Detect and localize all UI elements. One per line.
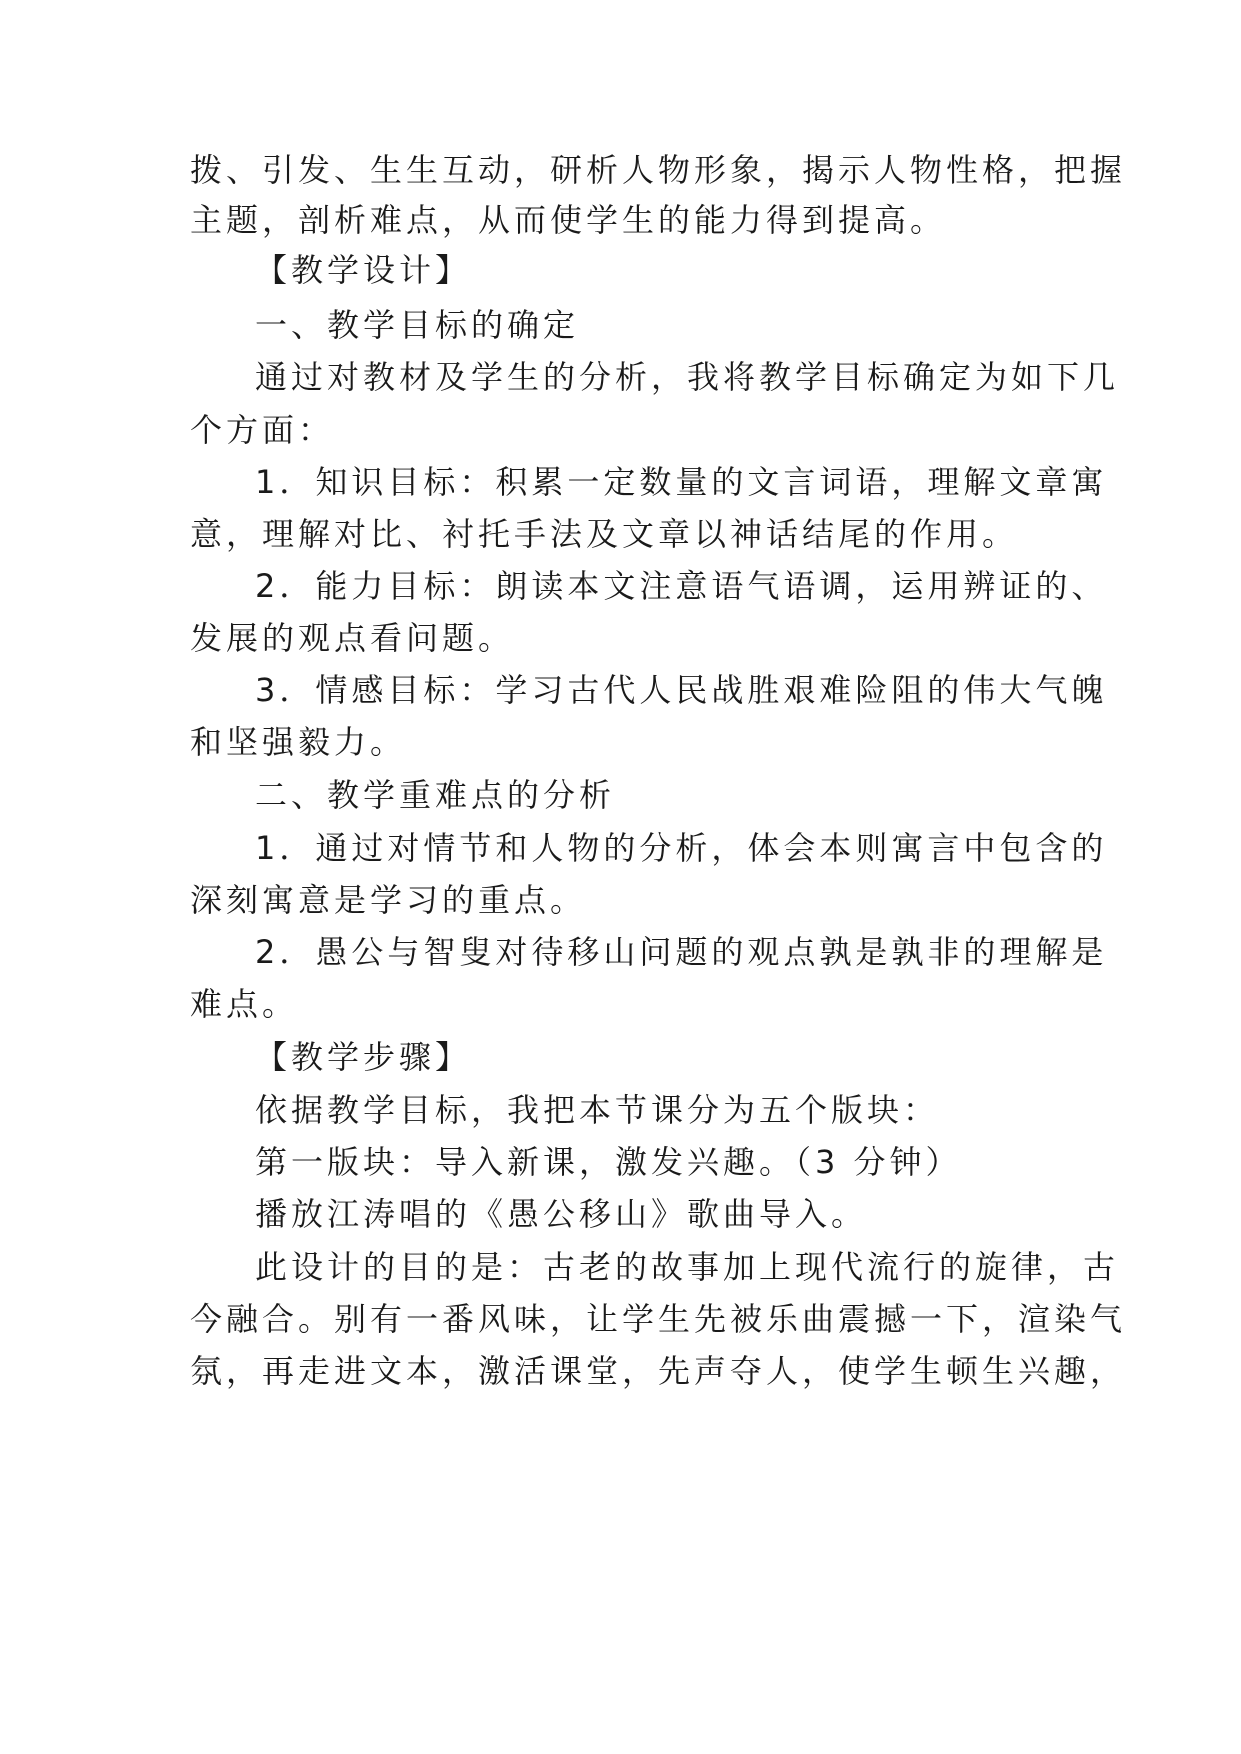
text-line: 发展的观点看问题。 bbox=[190, 619, 515, 657]
subsection-heading: 二、教学重难点的分析 bbox=[255, 776, 616, 814]
text-line: 第一版块：导入新课，激发兴趣。（3 分钟） bbox=[255, 1143, 962, 1181]
text-line: 此设计的目的是：古老的故事加上现代流行的旋律，古 bbox=[255, 1248, 1120, 1286]
list-item: 1．知识目标：积累一定数量的文言词语，理解文章寓 bbox=[255, 463, 1108, 501]
list-item: 1．通过对情节和人物的分析，体会本则寓言中包含的 bbox=[255, 829, 1108, 867]
list-item: 2．能力目标：朗读本文注意语气语调，运用辨证的、 bbox=[255, 567, 1108, 605]
text-line: 难点。 bbox=[190, 985, 299, 1023]
text-line: 拨、引发、生生互动，研析人物形象，揭示人物性格，把握 bbox=[190, 151, 1127, 189]
text-line: 主题，剖析难点，从而使学生的能力得到提高。 bbox=[190, 201, 947, 239]
list-item: 3．情感目标：学习古代人民战胜艰难险阻的伟大气魄 bbox=[255, 671, 1108, 709]
text-line: 意，理解对比、衬托手法及文章以神话结尾的作用。 bbox=[190, 515, 1019, 553]
text-line: 深刻寓意是学习的重点。 bbox=[190, 881, 587, 919]
text-line: 和坚强毅力。 bbox=[190, 723, 407, 761]
list-item: 2．愚公与智叟对待移山问题的观点孰是孰非的理解是 bbox=[255, 933, 1108, 971]
text-line: 个方面： bbox=[190, 411, 335, 449]
text-line: 氛，再走进文本，激活课堂，先声夺人，使学生顿生兴趣， bbox=[190, 1352, 1127, 1390]
section-heading: 【教学步骤】 bbox=[255, 1038, 472, 1076]
text-line: 播放江涛唱的《愚公移山》歌曲导入。 bbox=[255, 1195, 868, 1233]
subsection-heading: 一、教学目标的确定 bbox=[255, 306, 580, 344]
text-line: 今融合。别有一番风味，让学生先被乐曲震撼一下，渲染气 bbox=[190, 1300, 1127, 1338]
text-line: 通过对教材及学生的分析，我将教学目标确定为如下几 bbox=[255, 358, 1120, 396]
section-heading: 【教学设计】 bbox=[255, 251, 472, 289]
text-line: 依据教学目标，我把本节课分为五个版块： bbox=[255, 1091, 940, 1129]
